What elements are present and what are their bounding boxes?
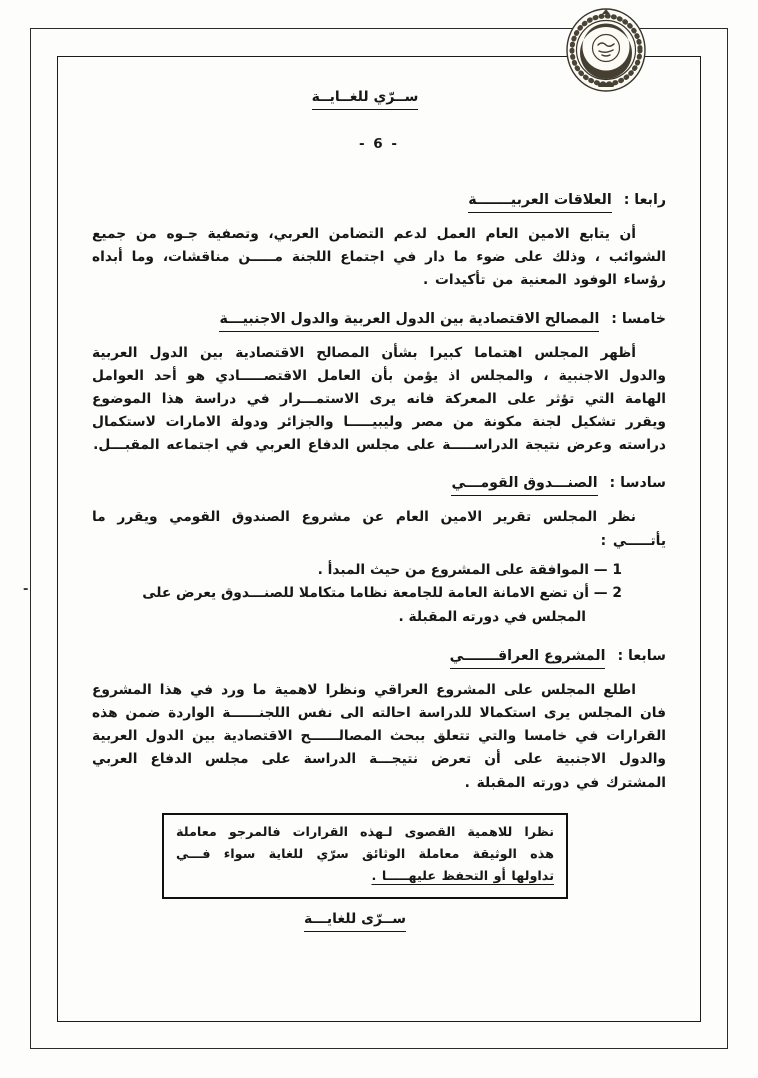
section-seventh-title: المشروع العراقـــــــي <box>450 648 606 669</box>
classification-bottom-text: ســرّى للغايـــة <box>304 911 406 932</box>
page-number-text: - 6 - <box>359 136 399 152</box>
arab-league-emblem-icon <box>564 7 648 93</box>
resolution-item-1: 1 — الموافقة على المشروع من حيث المبدأ . <box>317 561 622 578</box>
section-fifth-title: المصالح الاقتصادية بين الدول العربية والدول الاجنبيـــة <box>219 311 599 332</box>
secrecy-notice-box <box>162 813 568 899</box>
section-fourth-label: رابعا : <box>623 192 666 208</box>
section-fifth-header <box>92 311 666 332</box>
section-fourth-header <box>92 192 666 213</box>
section-seventh-paragraph: اطلع المجلس على المشروع العراقي ونظرا لاهمية ما ورد في هذا المشروع فان المجلس يرى استكمالا للدراسة احالته الى نفس اللجنــــــة الواردة ضمن هذه القرارات في خامسا والتي تتعلق ببحث المصالــــــح الاقتصادية بين الدول العربية والدول الاجنبية على أن تعرض نتيجـــة الدراسة على مجلس الدفاع العربي المشترك في دورته المقبلة . <box>92 681 666 791</box>
section-seventh-label: سابعا : <box>617 647 666 664</box>
section-sixth-paragraph: نظر المجلس تقرير الامين العام عن مشروع الصندوق القومي ويقرر ما يأتـــــي : <box>92 509 666 549</box>
section-sixth-header <box>92 475 666 496</box>
section-sixth-title: الصنـــدوق القومـــي <box>451 475 597 496</box>
section-sixth-label: سادسا : <box>609 475 666 492</box>
scan-artifact: - <box>23 582 29 597</box>
classification-bottom <box>68 911 642 932</box>
notice-line-2: هذه الوثيقة معاملة الوثائق سرّي للغاية سواء فـــي <box>176 846 554 862</box>
section-fourth-paragraph: أن يتابع الامين العام العمل لدعم التضامن العربي، وتصفية جـوه من جميع الشوائب ، وذلك على ضوء ما دار في اجتماع اللجنة مـــــن مناقشات، وما أبداه رؤساء الوفود المعنية من تأكيدات . <box>92 226 666 289</box>
classification-top-text: ســرّي للغــايــة <box>312 89 419 110</box>
resolution-item-2: 2 — أن تضع الامانة العامة للجامعة نظاما متكاملا للصنـــدوق يعرض على المجلس في دورته المقبلة . <box>142 585 622 626</box>
resolution-list <box>92 559 622 630</box>
arab-league-emblem-logo <box>564 7 648 93</box>
notice-line-3: تداولها أو التحفظ عليهـــــا . <box>371 868 554 884</box>
document-content <box>92 89 666 932</box>
inner-border-frame <box>57 56 701 1022</box>
section-seventh-header <box>92 648 666 669</box>
section-fourth-title: العلاقات العربيـــــــة <box>468 192 611 213</box>
section-fifth-label: خامسا : <box>611 310 666 327</box>
section-fifth-paragraph: أظهر المجلس اهتماما كبيرا بشأن المصالح الاقتصادية بين الدول العربية والدول الاجنبية ، والمجلس اذ يؤمن بأن العامل الاقتصـــــادي هو أحد العوامل الهامة التي تؤثر على المعركة فانه يرى الاستمـــرار في دراسة هذا الموضوع ويقرر تشكيل لجنة مكونة من مصر وليبيـــــا والجزائر ودولة الامارات لاستكمال دراسته وعرض نتيجة الدراســـــة على مجلس الدفاع العربي في اجتماعه المقبـــل. <box>92 344 666 454</box>
notice-line-1: نظرا للاهمية القصوى لـهذه القرارات فالمرجو معاملة <box>176 824 554 840</box>
page-number <box>92 136 666 152</box>
